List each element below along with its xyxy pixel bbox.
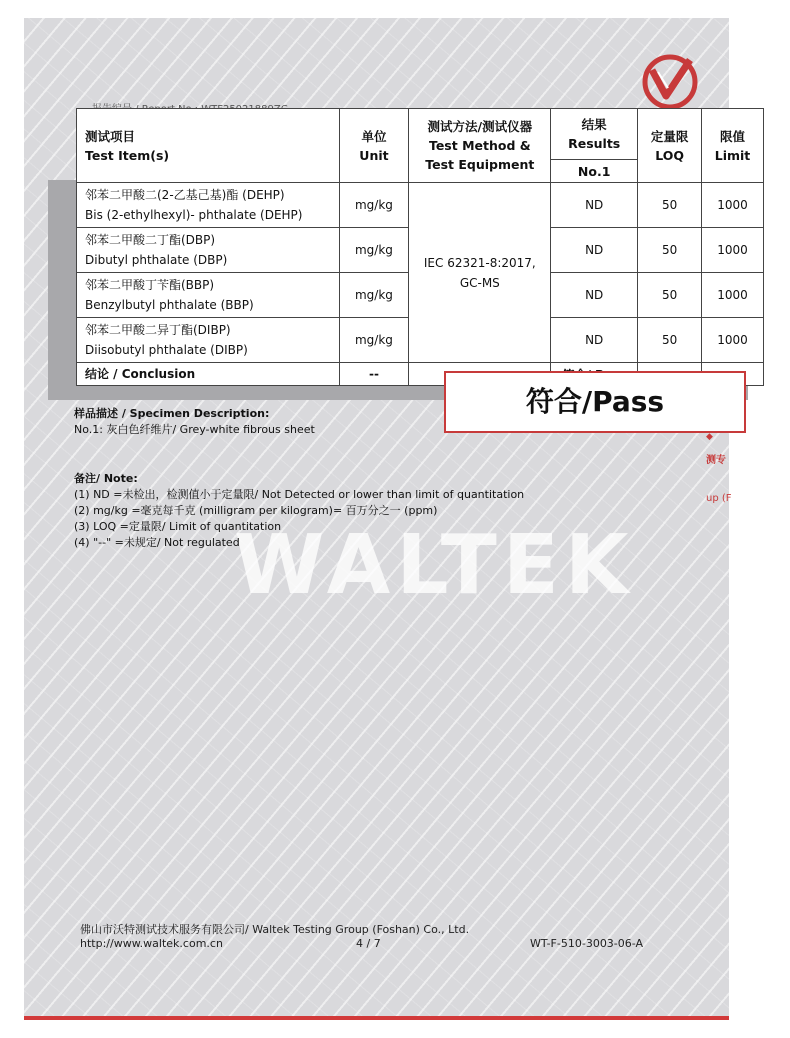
test-item-cell: 邻苯二甲酸二丁酯(DBP) Dibutyl phthalate (DBP) [77,228,340,273]
limit-cell: 1000 [702,318,764,363]
test-item-cell: 邻苯二甲酸二异丁酯(DIBP) Diisobutyl phthalate (DIBP) [77,318,340,363]
header-results: 结果 Results [551,109,638,160]
stamp-edge-fragment: ◆ 测专 up (F [706,432,732,504]
header-results-no1: No.1 [551,160,638,183]
note-line: (3) LOQ =定量限/ Limit of quantitation [74,520,282,533]
header-test-item: 测试项目 Test Item(s) [77,109,340,183]
notes [74,471,524,551]
result-cell: ND [551,318,638,363]
limit-cell: 1000 [702,273,764,318]
limit-cell: 1000 [702,183,764,228]
conclusion-label: 结论 / Conclusion [77,363,340,386]
table-row [77,183,764,228]
unit-cell: mg/kg [339,318,409,363]
result-cell: ND [551,273,638,318]
specimen-heading: 样品描述 / Specimen Description: [74,407,270,420]
note-line: (1) ND =未检出，检测值小于定量限/ Not Detected or lower than limit of quantitation [74,488,525,501]
results-table [76,108,764,386]
footer-url: http://www.waltek.com.cn [80,937,223,950]
footer-form-code: WT-F-510-3003-06-A [530,937,644,950]
result-cell: ND [551,183,638,228]
header-unit: 单位 Unit [339,109,409,183]
unit-cell: mg/kg [339,183,409,228]
loq-cell: 50 [638,318,702,363]
conclusion-unit: -- [339,363,409,386]
footer-company: 佛山市沃特测试技术服务有限公司/ Waltek Testing Group (Foshan) Co., Ltd. [80,923,470,936]
test-item-cell: 邻苯二甲酸二(2-乙基己基)酯 (DEHP) Bis (2-ethylhexyl)- phthalate (DEHP) [77,183,340,228]
header-method: 测试方法/测试仪器 Test Method & Test Equipment [409,109,551,183]
test-item-cell: 邻苯二甲酸丁苄酯(BBP) Benzylbutyl phthalate (BBP) [77,273,340,318]
loq-cell: 50 [638,273,702,318]
waltek-watermark: WALTEK [234,518,635,613]
note-heading: 备注/ Note: [74,472,138,485]
waltek-logo-icon [640,52,700,112]
footer-page-number: 4 / 7 [356,937,381,950]
note-line: (2) mg/kg =毫克每千克 (milligram per kilogram)= 百万分之一 (ppm) [74,504,438,517]
unit-cell: mg/kg [339,273,409,318]
loq-cell: 50 [638,228,702,273]
result-cell: ND [551,228,638,273]
loq-cell: 50 [638,183,702,228]
note-line: (4) "--" =未规定/ Not regulated [74,536,240,549]
header-limit: 限值 Limit [702,109,764,183]
unit-cell: mg/kg [339,228,409,273]
limit-cell: 1000 [702,228,764,273]
table-shadow-left [48,180,79,395]
specimen-line: No.1: 灰白色纤维片/ Grey-white fibrous sheet [74,423,315,436]
method-cell: IEC 62321-8:2017, GC-MS [409,183,551,363]
header-loq: 定量限 LOQ [638,109,702,183]
pass-stamp: 符合/Pass [444,371,746,433]
specimen-description [74,406,315,438]
